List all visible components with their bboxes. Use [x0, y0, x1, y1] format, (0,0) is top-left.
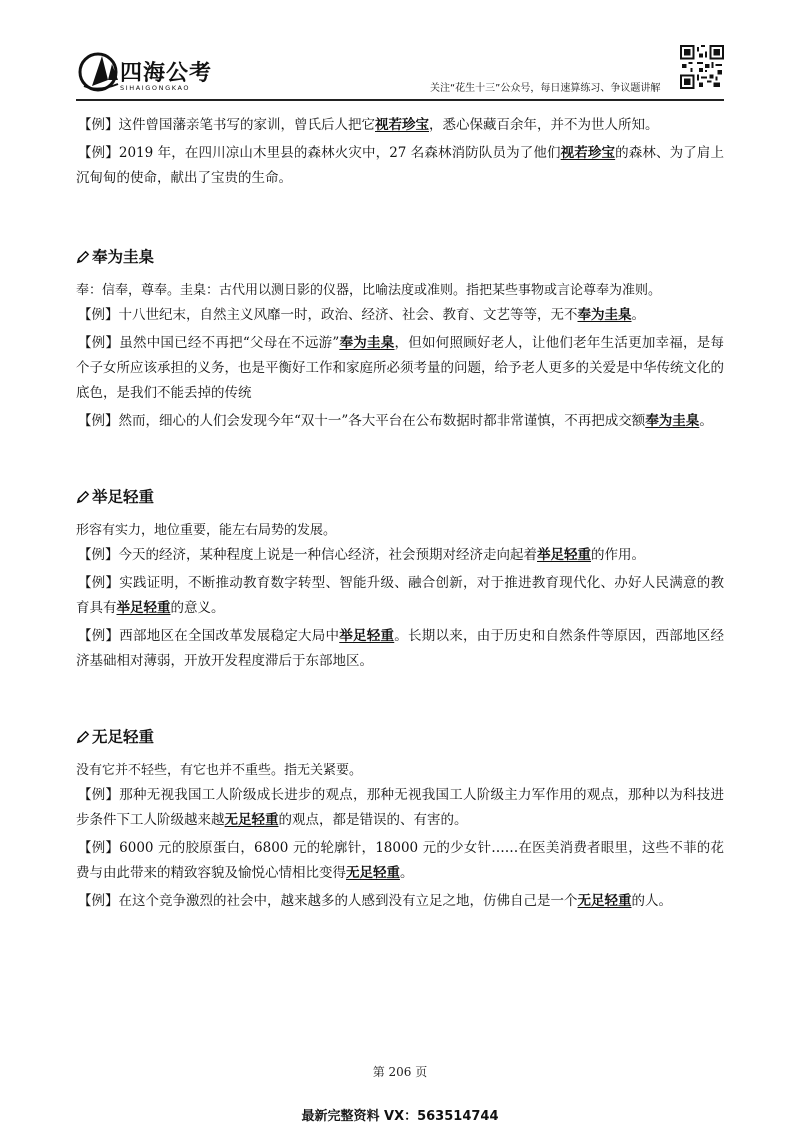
- example-paragraph: 【例】那种无视我国工人阶级成长进步的观点，那种无视我国工人阶级主力军作用的观点，那种以为科技进步条件下工人阶级越来越无足轻重的观点，都是错误的、有害的。: [76, 787, 724, 828]
- idiom-heading: 无足轻重: [76, 722, 724, 752]
- example-paragraph: 【例】虽然中国已经不再把“父母在不远游”奉为圭臬，但如何照顾好老人，让他们老年生活更加幸福，是每个子女所应该承担的义务，也是平衡好工作和家庭所必须考量的问题，给予老人更多的关爱是中华传统文化的底色，是我们不能丢掉的传统: [76, 335, 725, 401]
- page-header: [0, 0, 800, 108]
- idiom-definition: 形容有实力，地位重要，能左右局势的发展。: [76, 523, 337, 538]
- example-paragraph: 【例】西部地区在全国改革发展稳定大局中举足轻重。长期以来，由于历史和自然条件等原因，西部地区经济基础相对薄弱，开放开发程度滞后于东部地区。: [76, 628, 724, 669]
- qr-code-icon: [680, 45, 724, 89]
- brand-name: 四海公考: [120, 61, 213, 86]
- pencil-icon: [76, 490, 90, 504]
- example-paragraph: 【例】2019 年，在四川凉山木里县的森林火灾中，27 名森林消防队员为了他们视若珍宝的森林、为了肩上沉甸甸的使命，献出了宝贵的生命。: [76, 145, 725, 186]
- intro-examples: [76, 113, 724, 191]
- example-paragraph: 【例】在这个竞争激烈的社会中，越来越多的人感到没有立足之地，仿佛自己是一个无足轻重的人。: [78, 893, 672, 909]
- footer-note: 最新完整资料 VX：563514744: [301, 1109, 499, 1124]
- pencil-icon: [76, 730, 90, 744]
- idiom-section: [76, 242, 724, 434]
- example-paragraph: 【例】实践证明，不断推动教育数字转型、智能升级、融合创新，对于推进教育现代化、办好人民满意的教育具有举足轻重的意义。: [76, 575, 724, 616]
- pencil-icon: [76, 250, 90, 264]
- idiom-definition: 奉：信奉，尊奉。圭臬：古代用以测日影的仪器，比喻法度或准则。指把某些事物或言论尊奉为准则。: [76, 283, 662, 298]
- example-paragraph: 【例】十八世纪末，自然主义风靡一时，政治、经济、社会、教育、文艺等等，无不奉为圭臬。: [78, 307, 645, 323]
- idiom-definition: 没有它并不轻些，有它也并不重些。指无关紧要。: [76, 763, 363, 778]
- idiom-heading: 奉为圭臬: [76, 242, 724, 272]
- document-body: [76, 113, 724, 914]
- example-paragraph: 【例】这件曾国藩亲笔书写的家训，曾氏后人把它视若珍宝，悉心保藏百余年，并不为世人所知。: [78, 117, 659, 133]
- example-paragraph: 【例】6000 元的胶原蛋白，6800 元的轮廓针，18000 元的少女针……在医美消费者眼里，这些不菲的花费与由此带来的精致容貌及愉悦心情相比变得无足轻重。: [76, 840, 724, 881]
- idiom-section: [76, 722, 724, 914]
- header-divider: [76, 99, 724, 101]
- header-note: 关注“花生十三”公众号，每日速算练习、争议题讲解: [430, 83, 661, 94]
- idiom-section: [76, 482, 724, 674]
- example-paragraph: 【例】今天的经济，某种程度上说是一种信心经济，社会预期对经济走向起着举足轻重的作用。: [78, 547, 645, 563]
- brand-pinyin: SIHAIGONGKAO: [120, 84, 191, 92]
- idiom-heading: 举足轻重: [76, 482, 724, 512]
- page-number: 第 206 页: [372, 1065, 428, 1079]
- example-paragraph: 【例】然而，细心的人们会发现今年“双十一”各大平台在公布数据时都非常谨慎，不再把成交额奉为圭臬。: [78, 413, 713, 429]
